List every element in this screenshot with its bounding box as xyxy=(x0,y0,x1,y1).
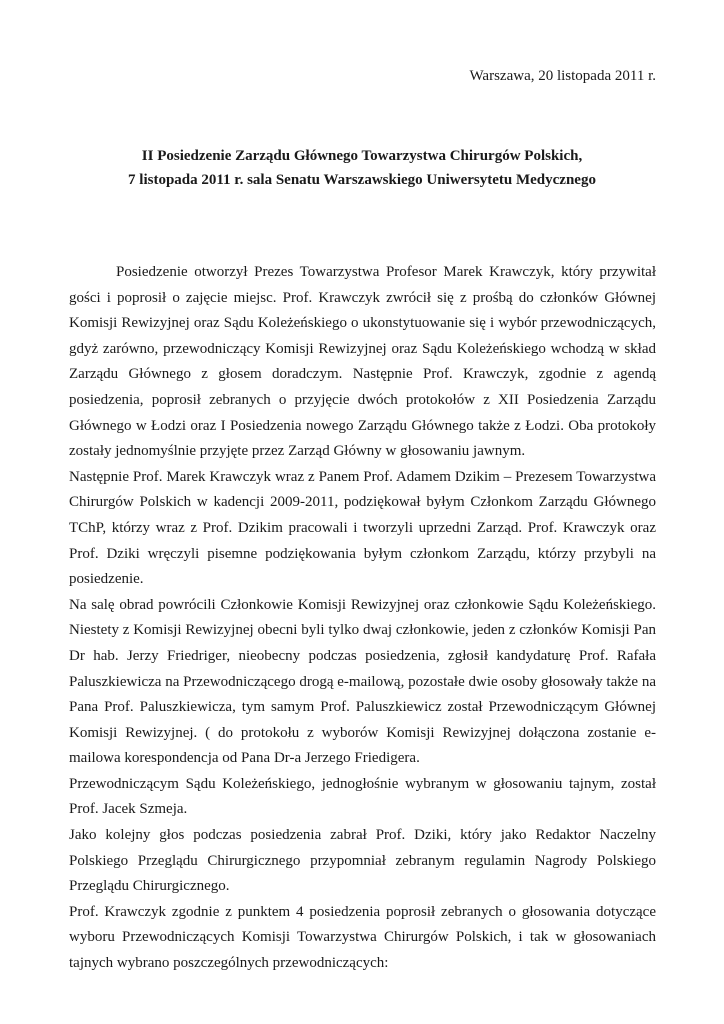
title-line-2: 7 listopada 2011 r. sala Senatu Warszawskiego Uniwersytetu Medycznego xyxy=(128,172,596,188)
paragraph-journal-award: Jako kolejny głos podczas posiedzenia zabrał Prof. Dziki, który jako Redaktor Naczelny Polskiego Przeglądu Chirurgicznego przypomniał zebranym regulamin Nagrody Polskiego Przeglądu Chirurgicznego. xyxy=(69,827,656,895)
title-line-1: II Posiedzenie Zarządu Głównego Towarzystwa Chirurgów Polskich, xyxy=(141,148,583,164)
date-line: Warszawa, 20 listopada 2011 r. xyxy=(469,68,656,84)
paragraph-opening: Posiedzenie otworzył Prezes Towarzystwa Profesor Marek Krawczyk, który przywitał gości i poprosił o zajęcie miejsc. Prof. Krawczyk zwrócił się z prośbą do członków Głównej Komisji Rewizyjnej oraz Sądu Koleżeńskiego o ukonstytuowanie się i wybór przewodniczących, gdyż zarówno, przewodniczący Komisji Rewizyjnej oraz Sądu Koleżeńskiego wchodzą w skład Zarządu Głównego z głosem doradczym. Następnie Prof. Krawczyk, zgodnie z agendą posiedzenia, poprosił zebranych o przyjęcie dwóch protokołów z XII Posiedzenia Zarządu Głównego w Łodzi oraz I Posiedzenia nowego Zarządu Głównego także z Łodzi. Oba protokoły zostały jednomyślnie przyjęte przez Zarząd Główny w głosowaniu jawnym. xyxy=(69,264,656,460)
paragraph-chair-elections: Prof. Krawczyk zgodnie z punktem 4 posiedzenia poprosił zebranych o głosowania dotyczące wyboru Przewodniczących Komisji Towarzystwa Chirurgów Polskich, i tak w głosowaniach tajnych wybrano poszczególnych przewodniczących: xyxy=(69,903,656,972)
paragraph-peer-court: Przewodniczącym Sądu Koleżeńskiego, jednogłośnie wybranym w głosowaniu tajnym, został Prof. Jacek Szmeja. xyxy=(69,775,656,818)
paragraph-thanks: Następnie Prof. Marek Krawczyk wraz z Panem Prof. Adamem Dzikim – Prezesem Towarzystwa Chirurgów Polskich w kadencji 2009-2011, podziękował byłym Członkom Zarządu Głównego TChP, którzy wraz z Prof. Dzikim pracowali i tworzyli uprzedni Zarząd. Prof. Krawczyk oraz Prof. Dziki wręczyli pisemne podziękowania byłym członkom Zarządu, którzy przybyli na posiedzenie. xyxy=(69,468,656,588)
paragraph-audit-committee: Na salę obrad powrócili Członkowie Komisji Rewizyjnej oraz członkowie Sądu Koleżeńskiego. Niestety z Komisji Rewizyjnej obecni byli tylko dwaj członkowie, jeden z członków Komisji Pan Dr hab. Jerzy Friedriger, nieobecny podczas posiedzenia, zgłosił kandydaturę Prof. Rafała Paluszkiewicza na Przewodniczącego drogą e-mailową, pozostałe dwie osoby głosowały także na Pana Prof. Paluszkiewicza, tym samym Prof. Paluszkiewicz został Przewodniczącym Głównej Komisji Rewizyjnej. ( do protokołu z wyborów Komisji Rewizyjnej dołączona zostanie e-mailowa korespondencja od Pana Dr-a Jerzego Friedigera. xyxy=(69,596,656,767)
document-title xyxy=(68,144,656,192)
document-body xyxy=(69,260,656,977)
